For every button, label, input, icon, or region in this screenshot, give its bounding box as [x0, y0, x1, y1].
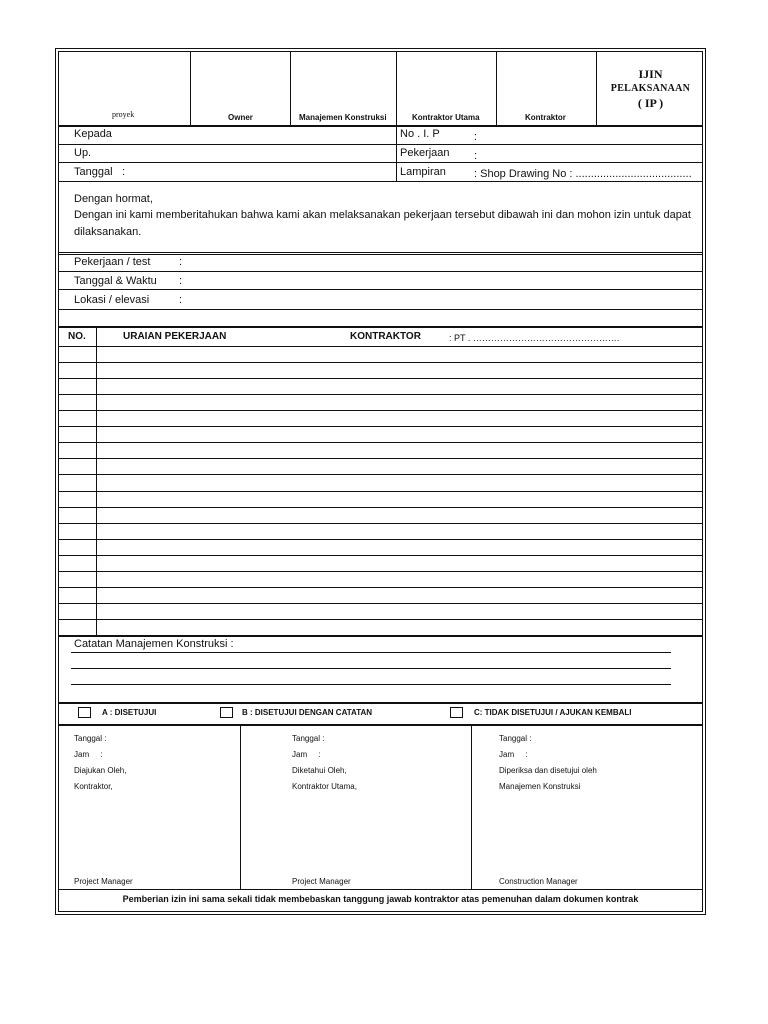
table-row[interactable] — [58, 362, 703, 363]
greeting-text: Dengan hormat, — [74, 193, 153, 205]
sig-2-role: Diketahui Oleh, — [292, 766, 347, 775]
approval-c-checkbox[interactable] — [450, 707, 463, 718]
header-cell-kontraktor-utama — [396, 51, 497, 126]
form-title-ijin: IJIN — [638, 67, 663, 81]
lampiran-label: Lampiran — [400, 166, 446, 178]
sig-3-tanggal: Tanggal : — [499, 734, 532, 743]
table-row[interactable] — [58, 571, 703, 572]
sig-2-title: Project Manager — [292, 877, 351, 886]
notes-line-3[interactable] — [71, 684, 671, 685]
kepada-label: Kepada — [74, 128, 112, 140]
column-header-no: NO. — [68, 331, 86, 342]
sig-2-org: Kontraktor Utama, — [292, 782, 357, 791]
sig-3-org: Manajemen Konstruksi — [499, 782, 581, 791]
header-cell-kontraktor — [496, 51, 597, 126]
lokasi-colon: : — [179, 294, 183, 306]
catatan-label: Catatan Manajemen Konstruksi : — [74, 638, 234, 650]
form-title-pelaksanaan: PELAKSANAAN — [610, 83, 691, 94]
letter-body-line-1: Dengan ini kami memberitahukan bahwa kami akan melaksanakan pekerjaan tersebut dibawah ini dan mohon izin untuk dapat — [74, 209, 691, 221]
header-ku-label: Kontraktor Utama — [412, 113, 480, 122]
table-row[interactable] — [58, 426, 703, 427]
lampiran-value: : Shop Drawing No : ...................................... — [474, 168, 692, 180]
up-label: Up. — [74, 147, 92, 159]
sig-3-jam: Jam : — [499, 750, 528, 759]
table-row[interactable] — [58, 442, 703, 443]
table-row[interactable] — [58, 587, 703, 588]
notes-line-1[interactable] — [71, 652, 671, 653]
header-owner-label: Owner — [228, 113, 253, 122]
table-row[interactable] — [58, 474, 703, 475]
table-row[interactable] — [58, 378, 703, 379]
letter-body-line-2: dilaksanakan. — [74, 226, 142, 238]
pekerjaan-test-label: Pekerjaan / test — [74, 256, 151, 268]
table-row[interactable] — [58, 458, 703, 459]
sig-1-title: Project Manager — [74, 877, 133, 886]
sig-3-title: Construction Manager — [499, 877, 578, 886]
sig-1-tanggal: Tanggal : — [74, 734, 107, 743]
table-row[interactable] — [58, 491, 703, 492]
approval-a-checkbox[interactable] — [78, 707, 91, 718]
table-row[interactable] — [58, 507, 703, 508]
table-row[interactable] — [58, 619, 703, 620]
sig-1-org: Kontraktor, — [74, 782, 113, 791]
no-ip-label: No . I. P — [400, 128, 440, 140]
pekerjaan-colon: : — [474, 150, 478, 162]
footer-section — [58, 891, 703, 911]
header-cell-proyek — [58, 51, 191, 126]
table-row[interactable] — [58, 410, 703, 411]
sig-2-jam: Jam : — [292, 750, 321, 759]
tanggal-label: Tanggal — [74, 166, 113, 178]
footer-disclaimer: Pemberian izin ini sama sekali tidak membebaskan tanggung jawab kontraktor atas pemenuhan dalam dokumen kontrak — [122, 894, 639, 904]
header-kontraktor-label: Kontraktor — [525, 113, 566, 122]
column-header-uraian: URAIAN PEKERJAAN — [123, 331, 227, 342]
tanggal-waktu-label: Tanggal & Waktu — [74, 275, 157, 287]
header-cell-manajemen-konstruksi — [290, 51, 397, 126]
no-ip-colon: : — [474, 131, 478, 143]
tanggal-waktu-colon: : — [179, 275, 183, 287]
lokasi-label: Lokasi / elevasi — [74, 294, 150, 306]
header-cell-owner — [190, 51, 291, 126]
table-row[interactable] — [58, 394, 703, 395]
sig-1-jam: Jam : — [74, 750, 103, 759]
table-row[interactable] — [58, 603, 703, 604]
approval-a-label: A : DISETUJUI — [102, 708, 157, 717]
approval-b-label: B : DISETUJUI DENGAN CATATAN — [242, 708, 373, 717]
sig-2-tanggal: Tanggal : — [292, 734, 325, 743]
no-column-divider — [96, 327, 97, 636]
sig-1-role: Diajukan Oleh, — [74, 766, 127, 775]
pekerjaan-test-colon: : — [179, 256, 183, 268]
pekerjaan-label: Pekerjaan — [400, 147, 450, 159]
kontraktor-pt-value: : PT . …………………………………………. — [449, 333, 620, 343]
tanggal-colon: : — [122, 166, 126, 178]
notes-line-2[interactable] — [71, 668, 671, 669]
approval-c-label: C: TIDAK DISETUJUI / AJUKAN KEMBALI — [474, 708, 632, 717]
approval-b-checkbox[interactable] — [220, 707, 233, 718]
sig-3-role: Diperiksa dan disetujui oleh — [499, 766, 597, 775]
column-header-kontraktor: KONTRAKTOR — [350, 331, 421, 342]
header-cell-title — [596, 51, 703, 126]
table-row[interactable] — [58, 523, 703, 524]
table-row[interactable] — [58, 555, 703, 556]
header-proyek-label: proyek — [112, 110, 135, 119]
form-title-ip: ( IP ) — [637, 96, 664, 110]
header-mk-label: Manajemen Konstruksi — [299, 113, 387, 122]
table-row[interactable] — [58, 346, 703, 347]
table-row[interactable] — [58, 539, 703, 540]
